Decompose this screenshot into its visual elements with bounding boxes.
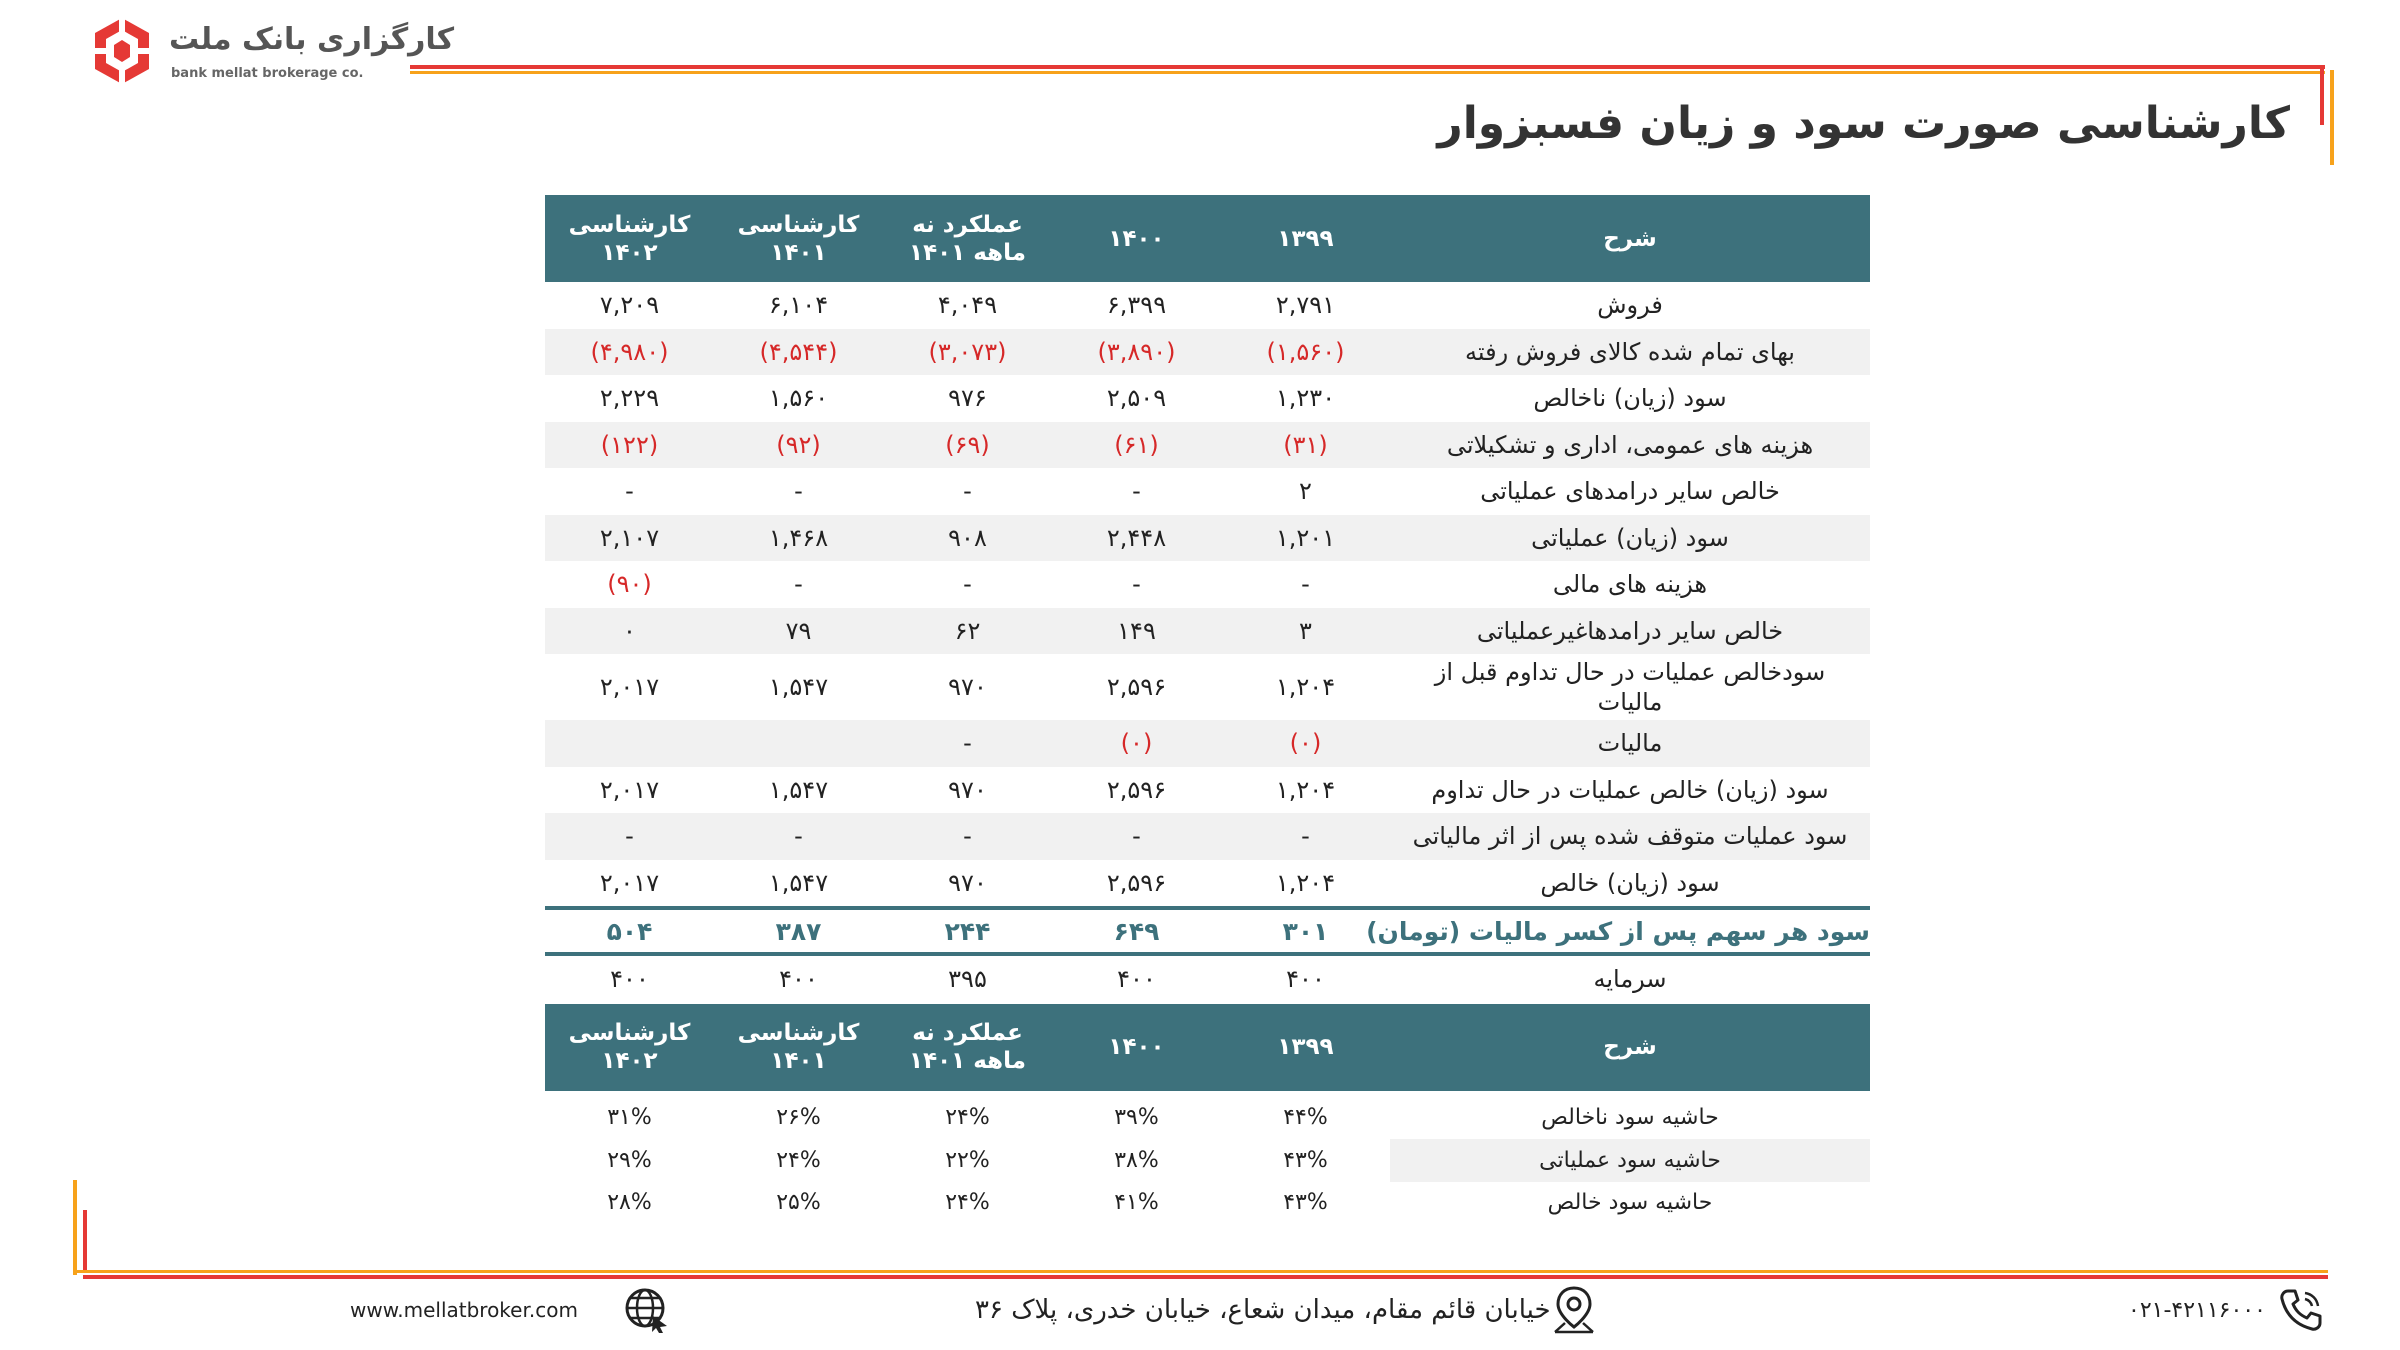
header-1400: ۱۴۰۰ (1108, 225, 1165, 252)
row-value: ۳۱% (607, 1105, 652, 1131)
row-value: ۲۹% (607, 1147, 652, 1173)
row-value: - (794, 822, 803, 851)
logo-text-fa: کارگزاری بانک ملت (169, 22, 455, 57)
eps-value: ۳۸۷ (775, 916, 822, 946)
phone-number: ۰۲۱-۴۲۱۱۶۰۰۰ (2128, 1297, 2266, 1323)
row-value: ۴۳% (1283, 1190, 1328, 1216)
row-value: ۹۷۰ (948, 673, 987, 701)
row-value: (۴,۹۸۰) (590, 337, 669, 366)
header-est-1401: کارشناسی ۱۴۰۱ (737, 211, 860, 266)
row-label: سود (زیان) خالص (1540, 868, 1720, 897)
row-value: (۳,۸۹۰) (1097, 337, 1176, 366)
row-value: ۹۷۰ (948, 775, 987, 804)
row-value: (۶۱) (1114, 430, 1159, 459)
row-value: ۱,۲۳۰ (1275, 384, 1336, 413)
margin-row (545, 1139, 1870, 1182)
footer-rule-red (83, 1275, 2328, 1279)
row-value: - (963, 822, 972, 851)
row-value: (۶۹) (945, 430, 990, 459)
footer-phone (2128, 1285, 2324, 1335)
table-header (545, 195, 1870, 282)
row-value: ۱,۲۰۴ (1275, 673, 1336, 701)
row-value: ۹۰۸ (948, 523, 987, 552)
row-value: - (625, 477, 634, 506)
eps-value: ۳۰۱ (1282, 916, 1329, 946)
eps-value: ۵۰۴ (606, 916, 653, 946)
row-value: ۱,۵۴۷ (768, 775, 829, 804)
income-statement-table (545, 195, 1870, 1224)
header-desc: شرح (1603, 225, 1657, 252)
capital-value: ۴۰۰ (610, 965, 649, 994)
row-value: (۱,۵۶۰) (1266, 337, 1345, 366)
header-1400: ۱۴۰۰ (1108, 1034, 1165, 1060)
footer-address (975, 1285, 1609, 1335)
row-value: ۶,۳۹۹ (1106, 291, 1167, 320)
row-value: ۲,۰۱۷ (599, 673, 660, 701)
row-value: ۲۲% (945, 1147, 990, 1173)
row-value: ۶,۱۰۴ (768, 291, 829, 320)
row-label: سود (زیان) خالص عملیات در حال تداوم (1431, 775, 1829, 804)
capital-value: ۴۰۰ (779, 965, 818, 994)
table-row (545, 813, 1870, 860)
row-value: ۲,۷۹۱ (1275, 291, 1336, 320)
capital-value: ۴۰۰ (1286, 965, 1325, 994)
logo-mark-icon (85, 14, 159, 88)
row-value: (۰) (1120, 729, 1153, 758)
row-value: ۲,۰۱۷ (599, 775, 660, 804)
table-row (545, 860, 1870, 907)
phone-icon (2278, 1287, 2324, 1333)
row-label: سودخالص عملیات در حال تداوم قبل از مالیات (1434, 658, 1826, 716)
globe-icon (623, 1286, 671, 1334)
row-value: ۲۸% (607, 1190, 652, 1216)
table-row (545, 561, 1870, 608)
row-value: ۴۱% (1114, 1190, 1159, 1216)
table-row (545, 329, 1870, 376)
capital-label: سرمایه (1593, 965, 1667, 994)
row-value: ۱۴۹ (1117, 616, 1156, 645)
row-value: ۲,۲۲۹ (599, 384, 660, 413)
table-row (545, 767, 1870, 814)
row-value: ۲,۵۹۶ (1106, 673, 1167, 701)
row-label: سود (زیان) ناخالص (1533, 384, 1727, 413)
row-value: ۱,۲۰۴ (1275, 868, 1336, 897)
row-value: ۲,۵۹۶ (1106, 775, 1167, 804)
row-value: ۴,۰۴۹ (937, 291, 998, 320)
row-label: خالص سایر درامدهاغیرعملیاتی (1476, 616, 1784, 645)
row-value: ۳ (1299, 616, 1312, 645)
row-value: ۲۶% (776, 1105, 821, 1131)
row-label: هزینه های مالی (1552, 570, 1708, 599)
margin-row (545, 1182, 1870, 1225)
row-value: (۹۲) (776, 430, 821, 459)
table-row (545, 608, 1870, 655)
header-corner-orange (2330, 70, 2334, 165)
capital-value: ۳۹۵ (948, 965, 987, 994)
margin-row (545, 1097, 1870, 1140)
row-value: - (963, 477, 972, 506)
row-value: - (963, 570, 972, 599)
row-value: ۴۴% (1283, 1105, 1328, 1131)
header-rule-orange (410, 71, 2325, 74)
row-value: ۲,۴۴۸ (1106, 523, 1167, 552)
row-value: ۲۵% (776, 1190, 821, 1216)
row-value: - (1301, 822, 1310, 851)
row-label: مالیات (1597, 729, 1663, 758)
row-value: - (1132, 822, 1141, 851)
row-label: سود (زیان) عملیاتی (1531, 523, 1729, 552)
margins-table-body (545, 1091, 1870, 1225)
row-value: (۳,۰۷۳) (928, 337, 1007, 366)
header-est-1401: کارشناسی ۱۴۰۱ (737, 1020, 860, 1074)
header-corner-red (2320, 65, 2324, 125)
brand-logo (85, 14, 455, 88)
row-value: ۱,۵۴۷ (768, 868, 829, 897)
row-value: - (1301, 570, 1310, 599)
row-value: - (625, 822, 634, 851)
table-row (545, 468, 1870, 515)
row-value: ۷,۲۰۹ (599, 291, 660, 320)
eps-row (545, 906, 1870, 956)
row-value: ۰ (623, 616, 636, 645)
page-title: کارشناسی صورت سود و زیان فسبزوار (1437, 98, 2290, 149)
footer-rule-orange (73, 1270, 2328, 1273)
row-value: (۴,۵۴۴) (759, 337, 838, 366)
row-label: بهای تمام شده کالای فروش رفته (1465, 337, 1795, 366)
row-value: (۱۲۲) (600, 430, 659, 459)
table-row (545, 654, 1870, 720)
eps-label: سود هر سهم پس از کسر مالیات (تومان) (1366, 916, 1870, 946)
table-row (545, 720, 1870, 767)
capital-row (545, 956, 1870, 1003)
header-est-1402: کارشناسی ۱۴۰۲ (568, 1020, 691, 1074)
table-row (545, 282, 1870, 329)
row-value: ۹۷۰ (948, 868, 987, 897)
row-label: حاشیه سود عملیاتی (1539, 1147, 1721, 1173)
footer-corner-orange (73, 1180, 77, 1275)
row-value: ۱,۲۰۴ (1275, 775, 1336, 804)
eps-value: ۲۴۴ (944, 916, 991, 946)
footer-corner-red (83, 1210, 87, 1272)
header-1399: ۱۳۹۹ (1277, 225, 1334, 252)
row-value: (۹۰) (607, 570, 652, 599)
row-label: هزینه های عمومی، اداری و تشکیلاتی (1446, 430, 1814, 459)
row-label: فروش (1597, 291, 1663, 320)
table-row (545, 422, 1870, 469)
row-value: - (794, 477, 803, 506)
row-value: ۷۹ (785, 616, 812, 645)
address-text: خیابان قائم مقام، میدان شعاع، خیابان خدری، پلاک ۳۶ (975, 1295, 1551, 1325)
eps-value: ۶۴۹ (1113, 916, 1160, 946)
row-value: ۹۷۶ (948, 384, 987, 413)
header-1399: ۱۳۹۹ (1277, 1034, 1334, 1060)
website-link[interactable]: www.mellatbroker.com (350, 1298, 578, 1322)
row-value: - (1132, 570, 1141, 599)
row-value: - (963, 729, 972, 758)
row-value: ۱,۴۶۸ (768, 523, 829, 552)
header-9m-1401: عملکرد نه ماهه ۱۴۰۱ (909, 1020, 1026, 1074)
row-value: - (1132, 477, 1141, 506)
header-est-1402: کارشناسی ۱۴۰۲ (568, 211, 691, 266)
row-value: ۲,۰۱۷ (599, 868, 660, 897)
row-value: ۲,۱۰۷ (599, 523, 660, 552)
margins-table-header (545, 1004, 1870, 1091)
table-row (545, 375, 1870, 422)
row-value: - (794, 570, 803, 599)
table-body (545, 282, 1870, 906)
footer-website[interactable] (350, 1285, 671, 1335)
row-value: ۳۹% (1114, 1105, 1159, 1131)
table-row (545, 515, 1870, 562)
row-value: ۲,۵۹۶ (1106, 868, 1167, 897)
row-value: ۲۴% (945, 1105, 990, 1131)
header-rule-red (410, 65, 2325, 69)
row-label: حاشیه سود ناخالص (1541, 1105, 1719, 1131)
row-label: خالص سایر درامدهای عملیاتی (1480, 477, 1780, 506)
row-label: سود عملیات متوقف شده پس از اثر مالیاتی (1412, 822, 1848, 851)
row-value: ۴۳% (1283, 1147, 1328, 1173)
row-value: ۲۴% (776, 1147, 821, 1173)
header-desc: شرح (1603, 1034, 1657, 1060)
row-value: ۱,۲۰۱ (1275, 523, 1336, 552)
row-value: ۳۸% (1114, 1147, 1159, 1173)
capital-value: ۴۰۰ (1117, 965, 1156, 994)
header-9m-1401: عملکرد نه ماهه ۱۴۰۱ (909, 211, 1026, 266)
row-value: ۲,۵۰۹ (1106, 384, 1167, 413)
row-value: ۱,۵۴۷ (768, 673, 829, 701)
row-value: ۱,۵۶۰ (768, 384, 829, 413)
row-label: حاشیه سود خالص (1547, 1190, 1713, 1216)
row-value: (۳۱) (1283, 430, 1328, 459)
location-pin-icon (1551, 1285, 1597, 1335)
logo-text-en: bank mellat brokerage co. (171, 66, 364, 81)
row-value: ۲۴% (945, 1190, 990, 1216)
row-value: (۰) (1289, 729, 1322, 758)
row-value: ۶۲ (954, 616, 981, 645)
row-value: ۲ (1299, 477, 1312, 506)
